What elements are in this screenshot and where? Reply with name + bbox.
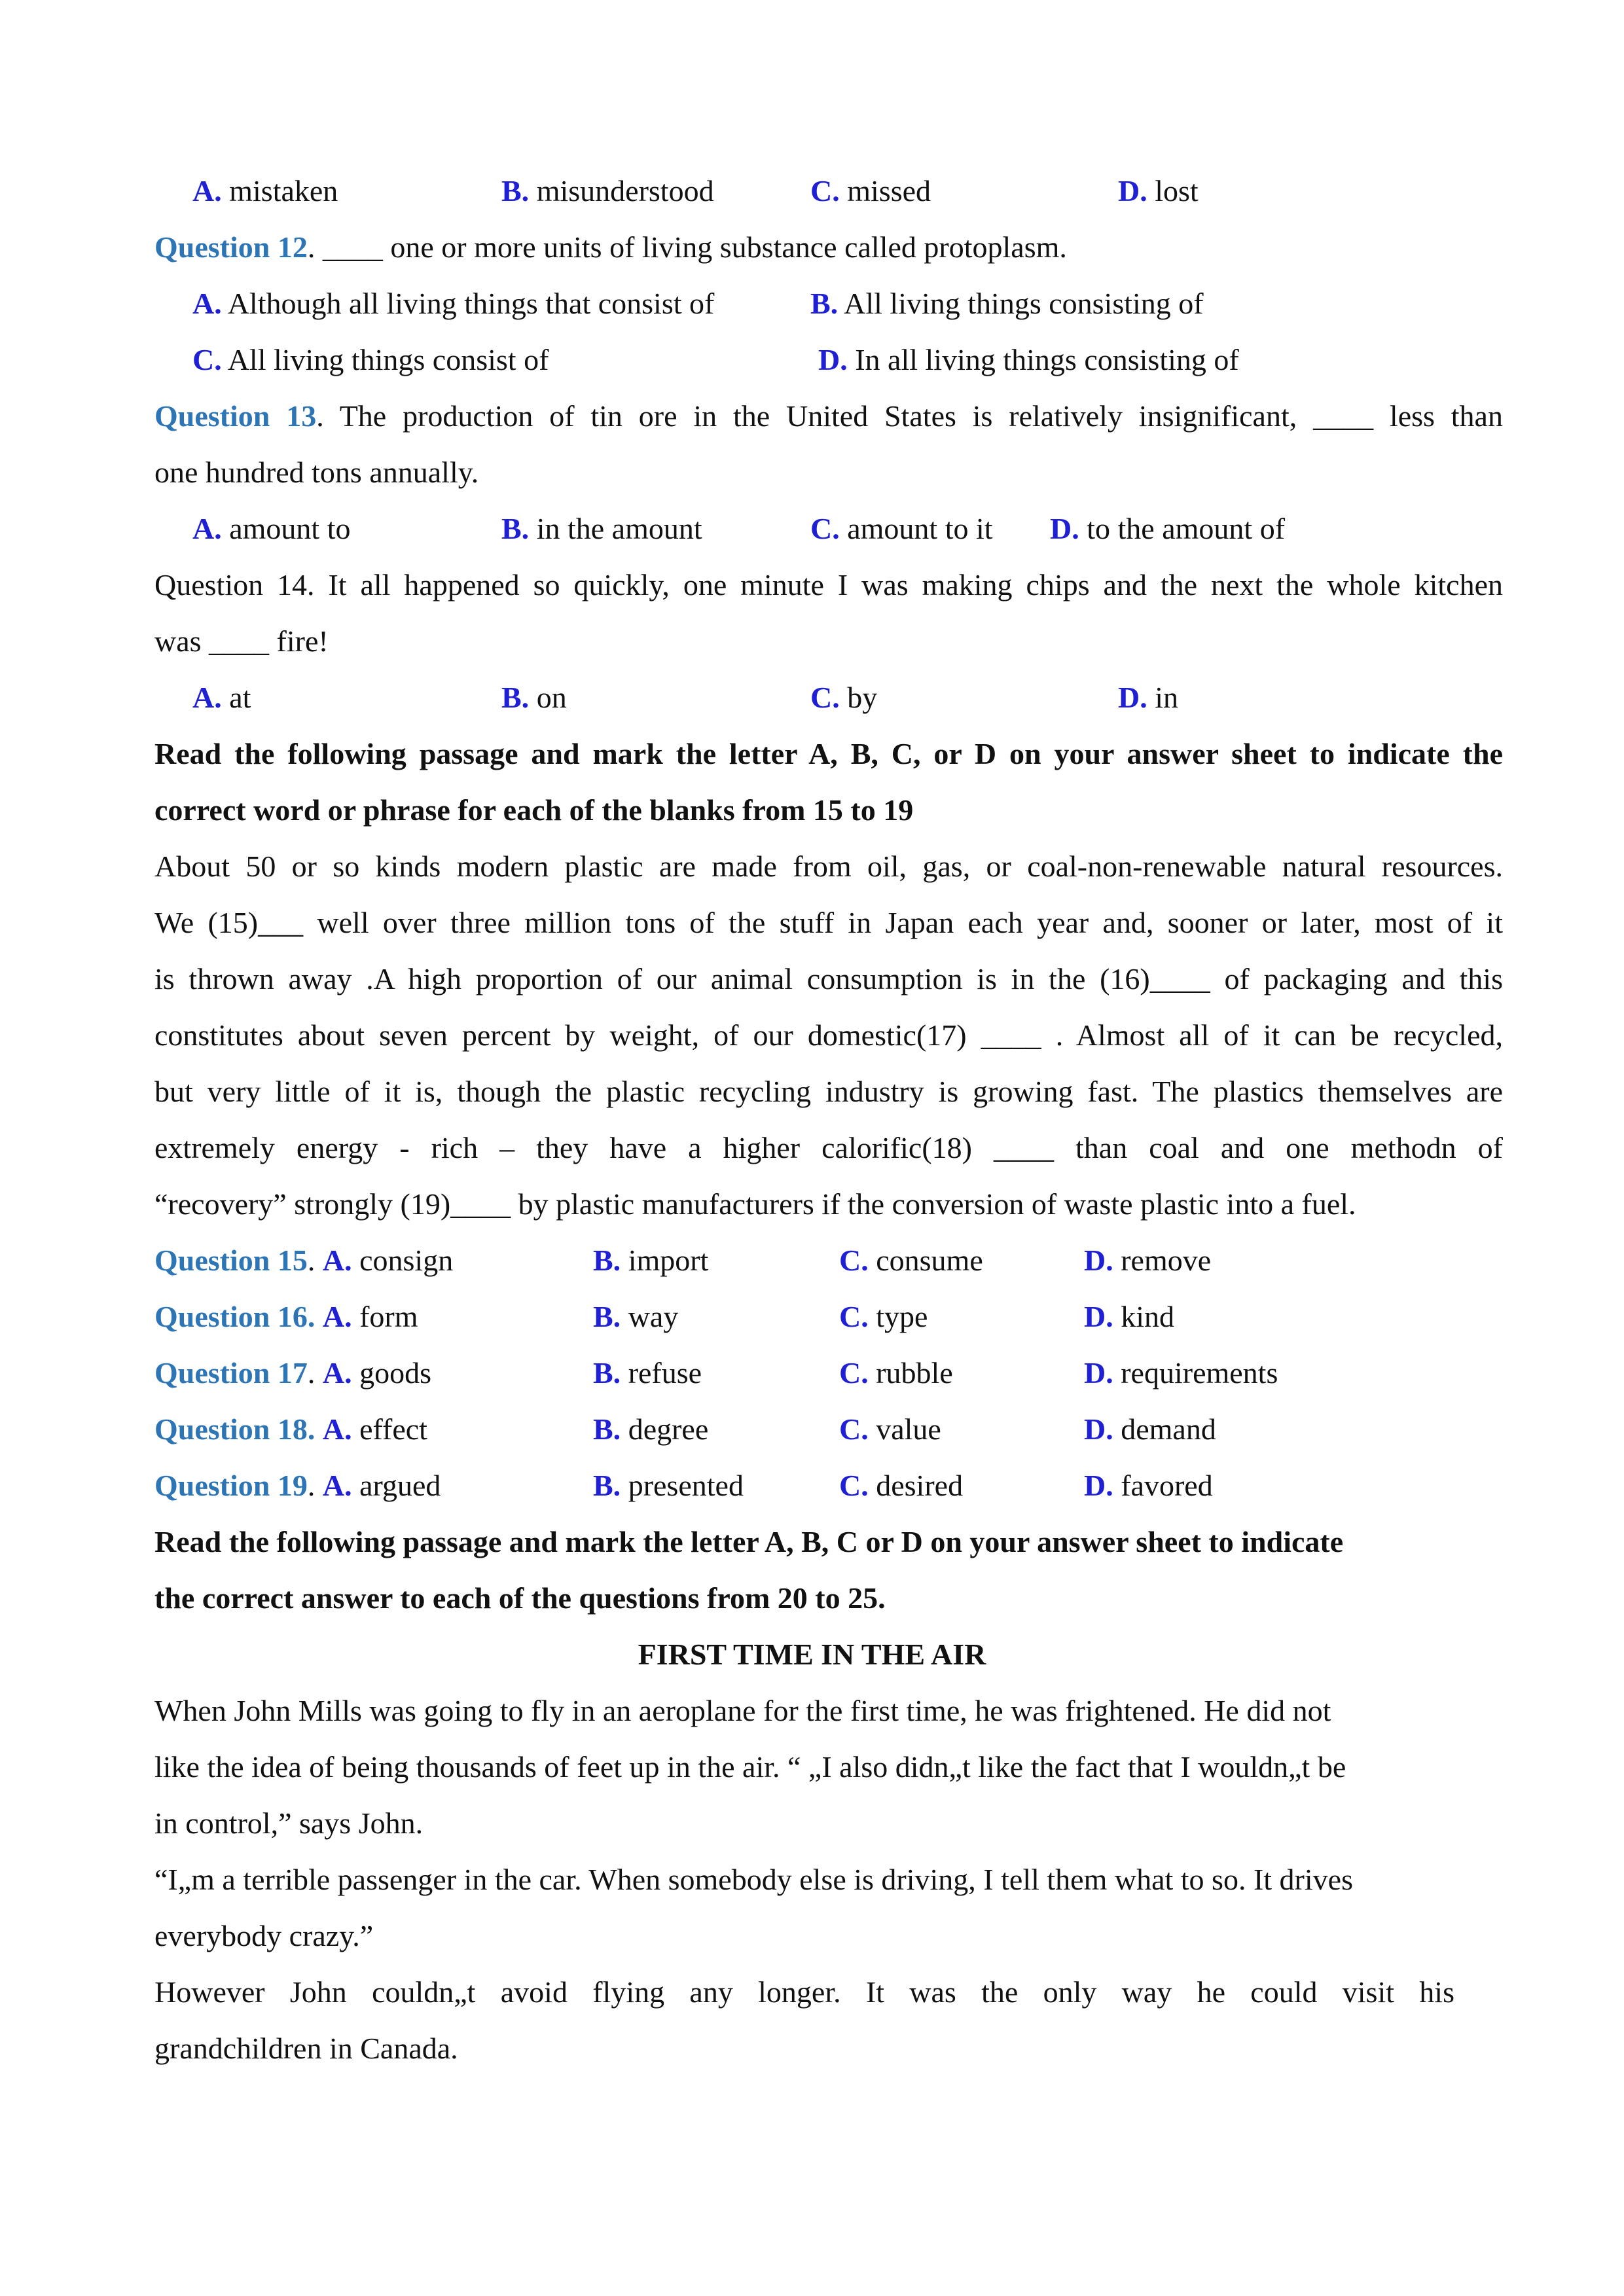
passage2-line: like the idea of being thousands of feet up in the air. “ „I also didn„t like the fact that I wouldn„t be	[154, 1750, 1346, 1784]
q17-option-a	[154, 1354, 431, 1393]
option-letter: D.	[1084, 1469, 1113, 1502]
q11-option-c	[810, 171, 931, 211]
q14-option-a	[192, 678, 251, 717]
option-text: argued	[359, 1469, 441, 1502]
option-text: goods	[359, 1356, 432, 1390]
question-label: Question 17	[154, 1356, 308, 1390]
option-letter: B.	[501, 174, 530, 207]
option-letter: C.	[810, 512, 840, 545]
q14-option-b	[501, 678, 567, 717]
q14-option-c	[810, 678, 877, 717]
option-letter: B.	[501, 681, 530, 714]
option-text: form	[359, 1300, 418, 1333]
option-letter: B.	[593, 1412, 621, 1446]
option-text: value	[876, 1412, 941, 1446]
passage2-line: “I„m a terrible passenger in the car. When somebody else is driving, I tell them what to so. It drives	[154, 1863, 1353, 1896]
q17-option-d	[1084, 1354, 1278, 1393]
option-text: degree	[628, 1412, 709, 1446]
passage2-line: When John Mills was going to fly in an aeroplane for the first time, he was frightened. He did not	[154, 1694, 1331, 1727]
option-text: amount to	[229, 512, 351, 545]
option-letter: B.	[810, 287, 839, 320]
option-letter: A.	[192, 174, 222, 207]
option-text: import	[628, 1244, 709, 1277]
option-text: favored	[1121, 1469, 1213, 1502]
question-separator: .	[307, 1300, 316, 1333]
option-text: In all living things consisting of	[855, 343, 1239, 376]
option-text: kind	[1121, 1300, 1175, 1333]
q19-option-c	[839, 1466, 963, 1505]
q11-option-a	[192, 171, 338, 211]
option-text: All living things consisting of	[844, 287, 1204, 320]
question-separator: .	[307, 1356, 316, 1390]
option-letter: D.	[1118, 681, 1147, 714]
question-label: Question 13	[154, 399, 317, 433]
q14-option-d	[1118, 678, 1178, 717]
passage2-line: However John couldn„t avoid flying any longer. It was the only way he could visit his	[154, 1975, 1454, 2009]
option-letter: A.	[322, 1244, 352, 1277]
instruction-reading-line1: Read the following passage and mark the letter A, B, C or D on your answer sheet to indicate	[154, 1525, 1344, 1558]
option-text: desired	[876, 1469, 964, 1502]
q13-option-d	[1050, 509, 1285, 548]
q13-option-b	[501, 509, 702, 548]
q19-option-a	[154, 1466, 441, 1505]
option-letter: D.	[1050, 512, 1079, 545]
passage1-line: We (15)___ well over three million tons of the stuff in Japan each year and, sooner or later, most of it	[154, 906, 1503, 939]
option-letter: A.	[322, 1356, 352, 1390]
option-text: demand	[1121, 1412, 1216, 1446]
q17-option-c	[839, 1354, 953, 1393]
option-text: All living things consist of	[227, 343, 549, 376]
question-label: Question 16	[154, 1300, 308, 1333]
option-text: to the amount of	[1087, 512, 1286, 545]
q18-option-b	[593, 1410, 708, 1449]
option-letter: B.	[593, 1356, 621, 1390]
option-text: at	[229, 681, 251, 714]
passage1-line: is thrown away .A high proportion of our animal consumption is in the (16)____ of packaging and this	[154, 962, 1503, 996]
option-letter: A.	[192, 681, 222, 714]
option-text: consume	[876, 1244, 983, 1277]
question-separator: .	[307, 1469, 316, 1502]
question-text: . The production of tin ore in the United States is relatively insignificant, ____ less than	[316, 399, 1503, 433]
passage1-line: extremely energy - rich – they have a higher calorific(18) ____ than coal and one methodn of	[154, 1131, 1503, 1164]
instruction-cloze-line2: correct word or phrase for each of the blanks from 15 to 19	[154, 793, 914, 827]
question-text: . ____ one or more units of living substance called protoplasm.	[307, 230, 1067, 264]
q13-stem-line1	[154, 397, 1503, 436]
option-text: remove	[1121, 1244, 1212, 1277]
option-text: amount to it	[847, 512, 993, 545]
option-text: way	[628, 1300, 679, 1333]
q11-option-b	[501, 171, 714, 211]
passage2-line: grandchildren in Canada.	[154, 2032, 458, 2065]
q18-option-a	[154, 1410, 427, 1449]
q12-option-b	[810, 284, 1204, 323]
option-letter: D.	[1084, 1300, 1113, 1333]
option-letter: B.	[593, 1300, 621, 1333]
passage1-line: “recovery” strongly (19)____ by plastic manufacturers if the conversion of waste plastic into a fuel.	[154, 1187, 1356, 1221]
option-letter: D.	[818, 343, 848, 376]
q12-stem	[154, 228, 1067, 267]
question-label: Question 15	[154, 1244, 308, 1277]
option-letter: A.	[322, 1412, 352, 1446]
question-label: Question 12	[154, 230, 308, 264]
option-letter: A.	[322, 1300, 352, 1333]
option-text: on	[536, 681, 567, 714]
q13-stem-line2: one hundred tons annually.	[154, 456, 479, 489]
option-text: type	[876, 1300, 928, 1333]
passage1-line: but very little of it is, though the plastic recycling industry is growing fast. The plastics themselves are	[154, 1075, 1503, 1108]
option-letter: B.	[593, 1244, 621, 1277]
option-text: rubble	[876, 1356, 953, 1390]
q16-option-a	[154, 1297, 418, 1336]
option-text: mistaken	[229, 174, 338, 207]
q13-option-a	[192, 509, 351, 548]
option-letter: C.	[839, 1469, 869, 1502]
q13-option-c	[810, 509, 993, 548]
option-letter: A.	[192, 512, 222, 545]
option-text: by	[847, 681, 878, 714]
option-letter: C.	[839, 1356, 869, 1390]
option-letter: C.	[810, 174, 840, 207]
passage2-line: everybody crazy.”	[154, 1919, 374, 1952]
q16-option-c	[839, 1297, 928, 1336]
option-letter: B.	[593, 1469, 621, 1502]
option-text: requirements	[1121, 1356, 1278, 1390]
option-text: lost	[1155, 174, 1199, 207]
option-text: presented	[628, 1469, 744, 1502]
option-letter: C.	[810, 681, 840, 714]
option-letter: C.	[839, 1412, 869, 1446]
q17-option-b	[593, 1354, 702, 1393]
passage2-line: in control,” says John.	[154, 1806, 424, 1840]
option-letter: C.	[839, 1300, 869, 1333]
option-letter: D.	[1084, 1244, 1113, 1277]
q11-option-d	[1118, 171, 1199, 211]
option-text: Although all living things that consist of	[227, 287, 715, 320]
question-separator: .	[307, 1412, 316, 1446]
passage2-title: FIRST TIME IN THE AIR	[638, 1638, 986, 1671]
option-letter: D.	[1084, 1412, 1113, 1446]
q16-option-b	[593, 1297, 678, 1336]
q16-option-d	[1084, 1297, 1174, 1336]
q18-option-c	[839, 1410, 941, 1449]
q18-option-d	[1084, 1410, 1216, 1449]
q15-option-d	[1084, 1241, 1211, 1280]
q14-stem-line2: was ____ fire!	[154, 624, 329, 658]
option-letter: B.	[501, 512, 530, 545]
option-text: effect	[359, 1412, 427, 1446]
q15-option-b	[593, 1241, 708, 1280]
option-text: misunderstood	[536, 174, 714, 207]
option-letter: C.	[192, 343, 222, 376]
q15-option-c	[839, 1241, 983, 1280]
question-label: Question 19	[154, 1469, 308, 1502]
option-text: refuse	[628, 1356, 702, 1390]
option-letter: C.	[839, 1244, 869, 1277]
q12-option-a	[192, 284, 714, 323]
option-letter: A.	[322, 1469, 352, 1502]
q14-stem-line1: Question 14. It all happened so quickly, one minute I was making chips and the next the whole kitchen	[154, 568, 1503, 601]
option-letter: A.	[192, 287, 222, 320]
option-text: in	[1155, 681, 1179, 714]
option-text: consign	[359, 1244, 454, 1277]
passage1-line: constitutes about seven percent by weight, of our domestic(17) ____ . Almost all of it can be recycled,	[154, 1018, 1503, 1052]
q19-option-d	[1084, 1466, 1213, 1505]
instruction-cloze-line1: Read the following passage and mark the letter A, B, C, or D on your answer sheet to indicate the	[154, 737, 1503, 770]
q15-option-a	[154, 1241, 453, 1280]
q12-option-d	[818, 340, 1239, 380]
q12-option-c	[192, 340, 549, 380]
option-text: in the amount	[536, 512, 702, 545]
passage1-line: About 50 or so kinds modern plastic are made from oil, gas, or coal-non-renewable natural resources.	[154, 850, 1503, 883]
question-label: Question 18	[154, 1412, 308, 1446]
instruction-reading-line2: the correct answer to each of the questions from 20 to 25.	[154, 1581, 886, 1615]
option-letter: D.	[1118, 174, 1147, 207]
option-letter: D.	[1084, 1356, 1113, 1390]
question-separator: .	[307, 1244, 316, 1277]
q19-option-b	[593, 1466, 744, 1505]
option-text: missed	[847, 174, 931, 207]
